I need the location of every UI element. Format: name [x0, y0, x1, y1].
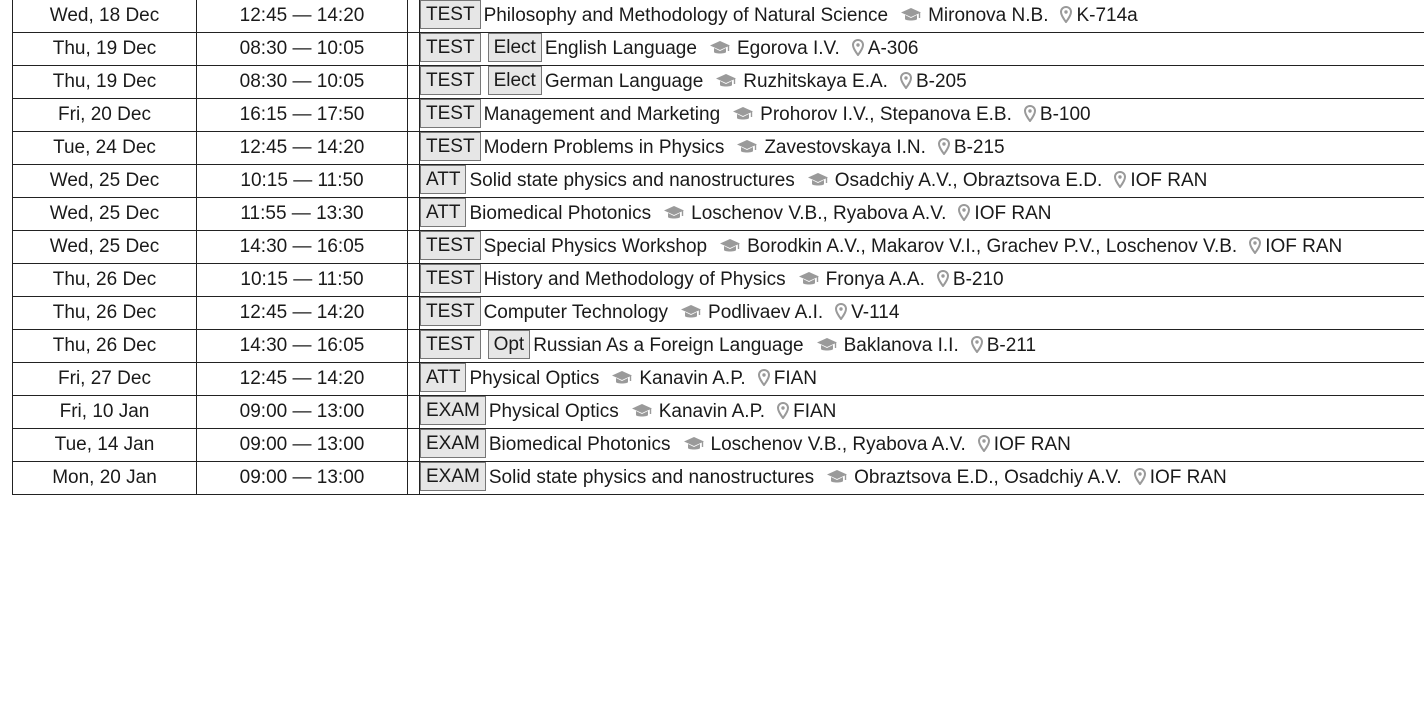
class-cell — [420, 429, 1424, 462]
graduation-cap-icon — [611, 370, 633, 386]
type-badge: EXAM — [420, 462, 486, 491]
type-badge: TEST — [420, 231, 481, 260]
type-badge: ATT — [420, 165, 466, 194]
time-text: 11:55 — 13:30 — [240, 203, 364, 224]
teacher-text: Osadchiy A.V., Obraztsova E.D. — [834, 170, 1103, 191]
room-text: FIAN — [773, 368, 817, 389]
schedule-row — [13, 33, 1424, 66]
schedule-table — [12, 0, 1424, 495]
date-cell — [13, 429, 197, 462]
date-text: Fri, 27 Dec — [58, 368, 151, 389]
date-cell — [13, 0, 197, 33]
subject-text: Physical Optics — [488, 401, 619, 422]
type-badge: TEST — [420, 0, 481, 29]
type-badge: TEST — [420, 132, 481, 161]
room-text: B-210 — [952, 269, 1004, 290]
spacer-cell — [408, 66, 420, 99]
class-cell — [420, 66, 1424, 99]
time-text: 12:45 — 14:20 — [239, 368, 365, 389]
type-badge: TEST — [420, 66, 481, 95]
spacer-cell — [408, 0, 420, 33]
date-text: Thu, 19 Dec — [52, 38, 157, 59]
map-pin-icon — [958, 204, 970, 221]
time-text: 12:45 — 14:20 — [239, 5, 365, 26]
time-cell — [197, 462, 408, 495]
date-cell — [13, 231, 197, 264]
date-text: Wed, 25 Dec — [49, 170, 160, 191]
date-text: Thu, 19 Dec — [52, 71, 157, 92]
teacher-text: Prohorov I.V., Stepanova E.B. — [760, 104, 1012, 125]
time-text: 08:30 — 10:05 — [239, 38, 365, 59]
time-text: 10:15 — 11:50 — [240, 269, 364, 290]
schedule-row — [13, 297, 1424, 330]
map-pin-icon — [900, 72, 912, 89]
subtype-badge: Elect — [488, 33, 542, 62]
time-cell — [197, 198, 408, 231]
type-badge: EXAM — [420, 429, 486, 458]
map-pin-icon — [1134, 468, 1146, 485]
class-cell — [420, 33, 1424, 66]
type-badge: TEST — [420, 264, 481, 293]
spacer-cell — [408, 396, 420, 429]
date-cell — [13, 99, 197, 132]
schedule-body — [13, 0, 1424, 495]
date-text: Tue, 24 Dec — [53, 137, 156, 158]
schedule-row — [13, 0, 1424, 33]
map-pin-icon — [1024, 105, 1036, 122]
teacher-text: Egorova I.V. — [736, 38, 840, 59]
subject-text: German Language — [544, 71, 704, 92]
class-cell — [420, 396, 1424, 429]
time-cell — [197, 99, 408, 132]
date-cell — [13, 462, 197, 495]
schedule-row — [13, 330, 1424, 363]
class-cell — [420, 297, 1424, 330]
subject-text: Biomedical Photonics — [469, 203, 652, 224]
time-text: 16:15 — 17:50 — [239, 104, 365, 125]
schedule-row — [13, 66, 1424, 99]
teacher-text: Loschenov V.B., Ryabova A.V. — [691, 203, 947, 224]
time-cell — [197, 132, 408, 165]
spacer-cell — [408, 165, 420, 198]
time-text: 12:45 — 14:20 — [239, 137, 365, 158]
graduation-cap-icon — [826, 469, 848, 485]
subject-text: Management and Marketing — [483, 104, 721, 125]
time-text: 14:30 — 16:05 — [239, 335, 365, 356]
date-cell — [13, 33, 197, 66]
date-text: Fri, 10 Jan — [59, 401, 150, 422]
graduation-cap-icon — [709, 40, 731, 56]
spacer-cell — [408, 231, 420, 264]
time-text: 09:00 — 13:00 — [239, 467, 365, 488]
graduation-cap-icon — [807, 172, 829, 188]
time-cell — [197, 396, 408, 429]
teacher-text: Baklanova I.I. — [843, 335, 959, 356]
teacher-text: Borodkin A.V., Makarov V.I., Grachev P.V., Loschenov V.B. — [747, 236, 1238, 257]
type-badge: ATT — [420, 198, 466, 227]
schedule-row — [13, 165, 1424, 198]
schedule-row — [13, 462, 1424, 495]
schedule-row — [13, 396, 1424, 429]
map-pin-icon — [1249, 237, 1261, 254]
subject-text: Biomedical Photonics — [488, 434, 671, 455]
room-text: B-215 — [953, 137, 1005, 158]
time-cell — [197, 66, 408, 99]
room-text: IOF RAN — [1130, 170, 1208, 191]
teacher-text: Kanavin A.P. — [658, 401, 766, 422]
class-cell — [420, 165, 1424, 198]
class-cell — [420, 264, 1424, 297]
subject-text: Russian As a Foreign Language — [533, 335, 804, 356]
class-cell — [420, 462, 1424, 495]
time-cell — [197, 231, 408, 264]
subject-text: Solid state physics and nanostructures — [488, 467, 815, 488]
map-pin-icon — [978, 435, 990, 452]
time-cell — [197, 297, 408, 330]
schedule-row — [13, 429, 1424, 462]
date-cell — [13, 165, 197, 198]
graduation-cap-icon — [631, 403, 653, 419]
date-text: Thu, 26 Dec — [52, 302, 157, 323]
spacer-cell — [408, 363, 420, 396]
spacer-cell — [408, 462, 420, 495]
subject-text: Computer Technology — [483, 302, 669, 323]
graduation-cap-icon — [719, 238, 741, 254]
type-badge: TEST — [420, 330, 481, 359]
schedule-row — [13, 132, 1424, 165]
schedule-row — [13, 264, 1424, 297]
date-text: Thu, 26 Dec — [52, 335, 157, 356]
time-cell — [197, 429, 408, 462]
room-text: B-205 — [915, 71, 967, 92]
graduation-cap-icon — [816, 337, 838, 353]
date-text: Thu, 26 Dec — [52, 269, 157, 290]
subject-text: Modern Problems in Physics — [483, 137, 725, 158]
type-badge: TEST — [420, 33, 481, 62]
room-text: IOF RAN — [1265, 236, 1343, 257]
date-text: Wed, 18 Dec — [49, 5, 160, 26]
map-pin-icon — [1114, 171, 1126, 188]
date-cell — [13, 264, 197, 297]
teacher-text: Mironova N.B. — [928, 5, 1049, 26]
class-cell — [420, 231, 1424, 264]
time-cell — [197, 33, 408, 66]
spacer-cell — [408, 99, 420, 132]
date-text: Wed, 25 Dec — [49, 203, 160, 224]
schedule-row — [13, 198, 1424, 231]
map-pin-icon — [777, 402, 789, 419]
room-text: B-211 — [986, 335, 1037, 356]
map-pin-icon — [835, 303, 847, 320]
teacher-text: Kanavin A.P. — [639, 368, 746, 389]
teacher-text: Fronya A.A. — [825, 269, 925, 290]
spacer-cell — [408, 330, 420, 363]
spacer-cell — [408, 198, 420, 231]
subtype-badge: Opt — [488, 330, 531, 359]
time-text: 08:30 — 10:05 — [239, 71, 365, 92]
class-cell — [420, 132, 1424, 165]
room-text: B-100 — [1039, 104, 1091, 125]
type-badge: TEST — [420, 99, 481, 128]
time-text: 12:45 — 14:20 — [239, 302, 365, 323]
graduation-cap-icon — [732, 106, 754, 122]
time-cell — [197, 330, 408, 363]
graduation-cap-icon — [798, 271, 820, 287]
spacer-cell — [408, 33, 420, 66]
time-text: 09:00 — 13:00 — [239, 401, 365, 422]
class-cell — [420, 363, 1424, 396]
date-cell — [13, 66, 197, 99]
map-pin-icon — [852, 39, 864, 56]
date-text: Wed, 25 Dec — [49, 236, 160, 257]
spacer-cell — [408, 264, 420, 297]
time-cell — [197, 363, 408, 396]
schedule-row — [13, 99, 1424, 132]
subtype-badge: Elect — [488, 66, 542, 95]
subject-text: Special Physics Workshop — [483, 236, 708, 257]
date-cell — [13, 396, 197, 429]
schedule-row — [13, 231, 1424, 264]
date-text: Mon, 20 Jan — [52, 467, 157, 488]
time-cell — [197, 0, 408, 33]
map-pin-icon — [937, 270, 949, 287]
graduation-cap-icon — [663, 205, 685, 221]
teacher-text: Loschenov V.B., Ryabova A.V. — [710, 434, 966, 455]
graduation-cap-icon — [736, 139, 758, 155]
date-cell — [13, 330, 197, 363]
subject-text: Solid state physics and nanostructures — [469, 170, 795, 191]
class-cell — [420, 99, 1424, 132]
teacher-text: Ruzhitskaya E.A. — [743, 71, 888, 92]
graduation-cap-icon — [680, 304, 702, 320]
schedule-row — [13, 363, 1424, 396]
type-badge: ATT — [420, 363, 466, 392]
spacer-cell — [408, 429, 420, 462]
graduation-cap-icon — [683, 436, 705, 452]
class-cell — [420, 0, 1424, 33]
room-text: A-306 — [867, 38, 919, 59]
room-text: IOF RAN — [993, 434, 1071, 455]
class-cell — [420, 330, 1424, 363]
date-cell — [13, 132, 197, 165]
subject-text: Philosophy and Methodology of Natural Science — [483, 5, 889, 26]
map-pin-icon — [1060, 6, 1072, 23]
type-badge: TEST — [420, 297, 481, 326]
teacher-text: Obraztsova E.D., Osadchiy A.V. — [854, 467, 1122, 488]
subject-text: Physical Optics — [469, 368, 600, 389]
map-pin-icon — [971, 336, 983, 353]
date-cell — [13, 297, 197, 330]
room-text: IOF RAN — [974, 203, 1052, 224]
map-pin-icon — [758, 369, 770, 386]
class-cell — [420, 198, 1424, 231]
type-badge: EXAM — [420, 396, 486, 425]
subject-text: History and Methodology of Physics — [483, 269, 786, 290]
date-text: Tue, 14 Jan — [54, 434, 155, 455]
room-text: V-114 — [851, 302, 900, 323]
graduation-cap-icon — [715, 73, 737, 89]
time-cell — [197, 165, 408, 198]
time-text: 14:30 — 16:05 — [239, 236, 365, 257]
spacer-cell — [408, 297, 420, 330]
room-text: IOF RAN — [1149, 467, 1227, 488]
date-cell — [13, 198, 197, 231]
map-pin-icon — [938, 138, 950, 155]
teacher-text: Podlivaev A.I. — [708, 302, 824, 323]
time-text: 09:00 — 13:00 — [239, 434, 365, 455]
graduation-cap-icon — [900, 7, 922, 23]
room-text: FIAN — [793, 401, 837, 422]
teacher-text: Zavestovskaya I.N. — [764, 137, 926, 158]
date-text: Fri, 20 Dec — [58, 104, 151, 125]
room-text: K-714a — [1076, 5, 1138, 26]
time-cell — [197, 264, 408, 297]
time-text: 10:15 — 11:50 — [240, 170, 364, 191]
spacer-cell — [408, 132, 420, 165]
date-cell — [13, 363, 197, 396]
subject-text: English Language — [544, 38, 697, 59]
